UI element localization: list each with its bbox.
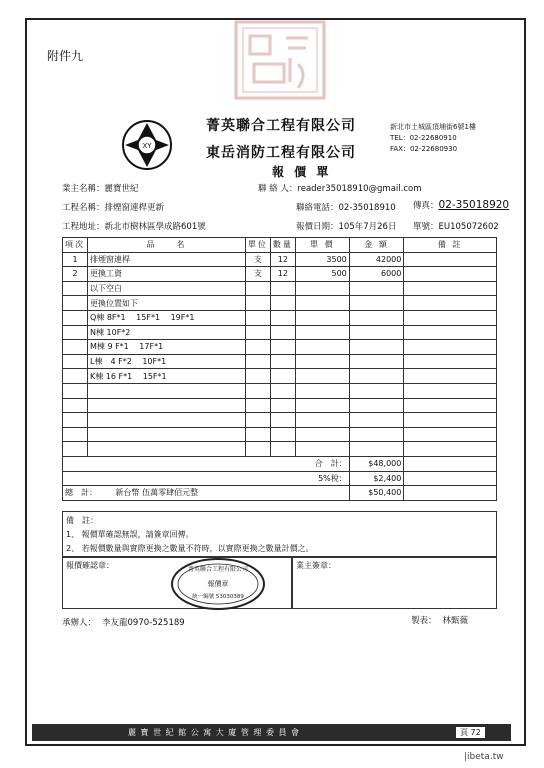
row-index (63, 310, 88, 325)
fax-value: 02-35018920 (438, 199, 510, 211)
tax-value: $2,400 (349, 471, 404, 486)
row-unit (245, 398, 270, 413)
row-remark (404, 296, 497, 311)
phone-field (296, 201, 396, 213)
document-title: 報 價 單 (272, 165, 332, 179)
row-amount: 6000 (349, 267, 404, 282)
row-remark (404, 325, 497, 340)
maker-label: 製表： (411, 616, 437, 626)
client-value: 麗寶世紀 (104, 184, 139, 194)
row-unit (245, 442, 270, 457)
table-row (63, 369, 497, 384)
row-item: K棟 16 F*1 15F*1 (88, 369, 246, 384)
row-amount (349, 354, 404, 369)
subtotal-row (63, 456, 497, 471)
row-index (63, 340, 88, 355)
row-amount (349, 296, 404, 311)
row-index (63, 413, 88, 428)
site-value: 新北市樹林區學成路601號 (104, 222, 206, 232)
row-qty (270, 383, 295, 398)
total-label: 總 計： (65, 488, 97, 498)
row-remark (404, 310, 497, 325)
header-price: 單 價 (295, 238, 349, 253)
row-item: 更換工資 (88, 267, 246, 282)
handler-value: 李友龍0970-525189 (102, 618, 185, 628)
company-address-block (390, 122, 476, 155)
company-fax: FAX：02-22680930 (390, 145, 458, 153)
header-remark: 備 註 (404, 238, 497, 253)
svg-text:報價章: 報價章 (207, 580, 229, 588)
notes-box (62, 511, 497, 557)
row-amount (349, 383, 404, 398)
page-number: 頁 72 (456, 727, 485, 738)
row-index (63, 369, 88, 384)
table-row (63, 281, 497, 296)
row-remark (404, 281, 497, 296)
row-qty (270, 296, 295, 311)
row-remark (404, 252, 497, 267)
row-unit (245, 281, 270, 296)
table-row (63, 325, 497, 340)
row-price (295, 413, 349, 428)
row-price (295, 442, 349, 457)
row-unit (245, 369, 270, 384)
row-item (88, 442, 246, 457)
quotation-table (62, 237, 497, 501)
row-unit: 支 (245, 252, 270, 267)
row-item: M棟 9 F*1 17F*1 (88, 340, 246, 355)
number-value: EU105072602 (438, 222, 499, 232)
row-index (63, 296, 88, 311)
table-row (63, 340, 497, 355)
notes-label: 備 註： (66, 516, 98, 525)
row-remark (404, 369, 497, 384)
subtotal-remark (404, 456, 497, 471)
row-qty (270, 427, 295, 442)
table-row (63, 310, 497, 325)
phone-value: 02-35018910 (338, 203, 396, 213)
date-field (296, 220, 396, 232)
row-amount (349, 427, 404, 442)
total-value: $50,400 (349, 486, 404, 501)
number-field (413, 220, 499, 232)
company-name-2: 東岳消防工程有限公司 (206, 145, 356, 161)
contact-field (258, 182, 422, 194)
row-amount (349, 442, 404, 457)
company-tel: TEL：02-22680910 (390, 134, 457, 142)
row-unit (245, 325, 270, 340)
row-amount (349, 413, 404, 428)
handler-label: 承辦人： (62, 618, 97, 628)
company-address: 新北市土城區頂埔街6號1樓 (390, 123, 476, 131)
subtotal-value: $48,000 (349, 456, 404, 471)
date-label: 報價日期： (296, 222, 339, 232)
quotation-seal-stamp (168, 556, 268, 612)
svg-text:統一編號 53030389: 統一編號 53030389 (192, 594, 244, 600)
svg-text:菁英聯合工程有限公司: 菁英聯合工程有限公司 (187, 566, 249, 573)
company-name-1: 菁英聯合工程有限公司 (206, 118, 356, 134)
row-item: 更換位置如下 (88, 296, 246, 311)
row-index (63, 383, 88, 398)
row-remark (404, 383, 497, 398)
row-price (295, 369, 349, 384)
row-price (295, 281, 349, 296)
row-remark (404, 427, 497, 442)
row-index: 1 (63, 252, 88, 267)
phone-label: 聯絡電話： (296, 203, 339, 213)
project-value: 排煙窗連桿更新 (104, 203, 165, 213)
table-row (63, 252, 497, 267)
row-qty (270, 398, 295, 413)
header-index: 項次 (63, 238, 88, 253)
total-remark (404, 486, 497, 501)
row-qty: 12 (270, 267, 295, 282)
tax-row (63, 471, 497, 486)
row-index (63, 354, 88, 369)
row-qty (270, 325, 295, 340)
project-field (62, 201, 164, 213)
row-unit (245, 296, 270, 311)
row-qty: 12 (270, 252, 295, 267)
table-header-row (63, 238, 497, 253)
row-price (295, 325, 349, 340)
confirm-label: 報價確認章： (66, 561, 114, 570)
project-label: 工程名稱： (62, 203, 105, 213)
company-logo (120, 118, 174, 172)
row-amount (349, 281, 404, 296)
row-qty (270, 442, 295, 457)
row-price: 3500 (295, 252, 349, 267)
table-row (63, 296, 497, 311)
row-remark (404, 442, 497, 457)
row-remark (404, 398, 497, 413)
row-item: 以下空白 (88, 281, 246, 296)
svg-text:XY: XY (142, 142, 152, 150)
row-index: 2 (63, 267, 88, 282)
footer-text: 麗 寶 世 紀 館 公 寓 大 廈 管 理 委 員 會 (128, 728, 301, 737)
row-index (63, 281, 88, 296)
row-amount: 42000 (349, 252, 404, 267)
row-unit (245, 413, 270, 428)
header-amount: 金 額 (349, 238, 404, 253)
row-qty (270, 281, 295, 296)
row-unit (245, 310, 270, 325)
site-field (62, 220, 206, 232)
row-item: N棟 10F*2 (88, 325, 246, 340)
row-item (88, 383, 246, 398)
row-item: L棟 4 F*2 10F*1 (88, 354, 246, 369)
row-unit (245, 340, 270, 355)
handler-field (62, 616, 185, 628)
row-item: Q棟 8F*1 15F*1 19F*1 (88, 310, 246, 325)
table-row (63, 354, 497, 369)
row-index (63, 442, 88, 457)
row-unit (245, 383, 270, 398)
row-price (295, 296, 349, 311)
row-qty (270, 413, 295, 428)
row-remark (404, 267, 497, 282)
committee-seal-stamp (228, 16, 332, 104)
number-label: 單號： (413, 222, 439, 232)
row-amount (349, 310, 404, 325)
site-label: 工程地址： (62, 222, 105, 232)
header-qty: 數量 (270, 238, 295, 253)
row-item (88, 398, 246, 413)
row-price (295, 340, 349, 355)
table-row (63, 267, 497, 282)
row-remark (404, 340, 497, 355)
tax-remark (404, 471, 497, 486)
header-item: 品 名 (88, 238, 246, 253)
row-index (63, 325, 88, 340)
table-row (63, 442, 497, 457)
fax-field (413, 199, 509, 211)
row-qty (270, 369, 295, 384)
subtotal-label: 合 計： (63, 456, 350, 471)
watermark: |ibeta.tw (464, 752, 504, 762)
client-sign-label: 業主簽章： (296, 561, 336, 570)
row-remark (404, 413, 497, 428)
row-qty (270, 340, 295, 355)
row-unit (245, 354, 270, 369)
table-row (63, 383, 497, 398)
row-amount (349, 369, 404, 384)
table-row (63, 398, 497, 413)
client-field (62, 182, 139, 194)
committee-footer-bar (32, 724, 511, 741)
table-row (63, 413, 497, 428)
row-amount (349, 325, 404, 340)
row-qty (270, 310, 295, 325)
client-label: 業主名稱： (62, 184, 105, 194)
contact-value: reader35018910@gmail.com (297, 184, 422, 194)
row-price: 500 (295, 267, 349, 282)
date-value: 105年7月26日 (338, 222, 397, 232)
row-price (295, 383, 349, 398)
row-price (295, 354, 349, 369)
row-unit: 支 (245, 267, 270, 282)
row-price (295, 310, 349, 325)
maker-field (411, 614, 468, 626)
total-cell (63, 486, 350, 501)
row-unit (245, 427, 270, 442)
row-item (88, 427, 246, 442)
note-item: 1、 報價單確認無誤，請簽章回傳。 (66, 530, 194, 539)
row-qty (270, 354, 295, 369)
table-row (63, 427, 497, 442)
client-sign-box (292, 557, 497, 609)
note-item: 2、 若報價數量與實際更換之數量不符時，以實際更換之數量計價之。 (66, 544, 314, 553)
fax-label: 傳真： (413, 201, 439, 211)
row-price (295, 398, 349, 413)
row-index (63, 427, 88, 442)
row-amount (349, 398, 404, 413)
maker-value: 林甄薇 (442, 616, 469, 626)
row-amount (349, 340, 404, 355)
header-unit: 單位 (245, 238, 270, 253)
tax-label: 5%稅： (63, 471, 350, 486)
contact-label: 聯 絡 人： (258, 184, 298, 194)
total-row (63, 486, 497, 501)
annex-label: 附件九 (47, 49, 84, 63)
total-words: 新台幣 伍萬零肆佰元整 (115, 488, 199, 498)
row-index (63, 398, 88, 413)
row-price (295, 427, 349, 442)
row-item (88, 413, 246, 428)
row-remark (404, 354, 497, 369)
row-item: 排煙窗連桿 (88, 252, 246, 267)
